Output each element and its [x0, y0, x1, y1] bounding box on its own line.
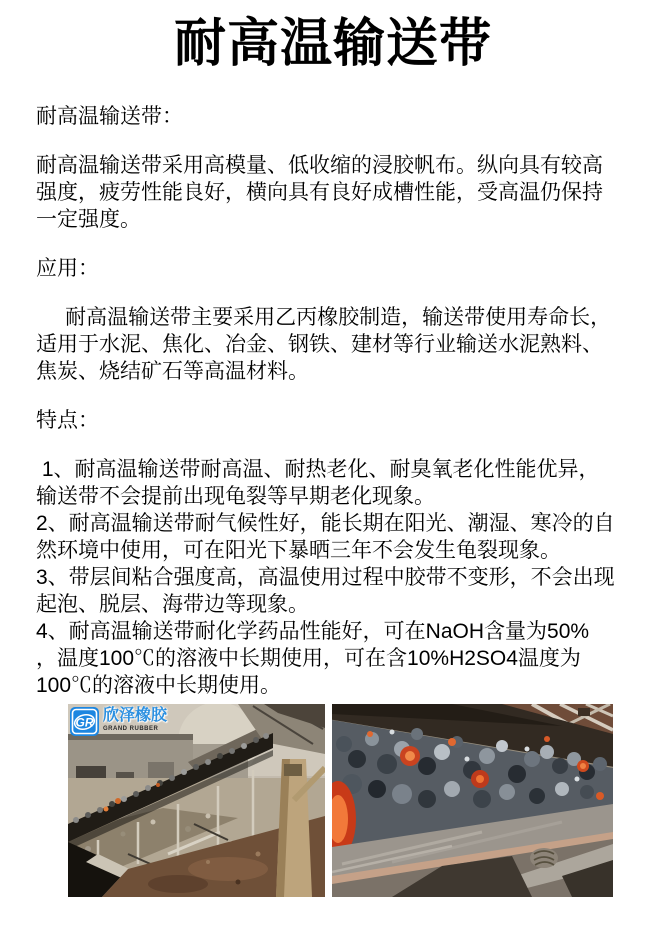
- features-label: [36, 407, 630, 434]
- product-page: [0, 10, 666, 940]
- text-line: 应用：: [36, 257, 99, 280]
- logo-monogram-text: GR: [75, 715, 94, 730]
- page-title: 耐高温输送带: [173, 15, 492, 73]
- feature-item-3: [36, 564, 630, 618]
- application-label: [36, 255, 630, 282]
- photo-conveyor-site: [68, 704, 325, 897]
- text-line: 100℃的溶液中长期使用。: [36, 674, 282, 697]
- logo-company-name-en: GRAND RUBBER: [103, 726, 159, 732]
- application-para: [36, 304, 630, 385]
- text-line: 1、耐高温输送带耐高温、耐热老化、耐臭氧老化性能优异，: [36, 458, 600, 481]
- brand-logo: [70, 707, 167, 736]
- text-line: 耐高温输送带采用高模量、低收缩的浸胶帆布。纵向具有较高: [36, 154, 603, 177]
- intro-label: [36, 103, 630, 130]
- text-line: 焦炭、烧结矿石等高温材料。: [36, 360, 309, 383]
- hot-sinter-illustration: [332, 704, 613, 897]
- text-line: 输送带不会提前出现龟裂等早期老化现象。: [36, 485, 435, 508]
- text-line: ，温度100℃的溶液中长期使用，可在含10%H2SO4温度为: [36, 647, 581, 670]
- text-line: 强度，疲劳性能良好，横向具有良好成槽性能，受高温仍保持: [36, 181, 603, 204]
- text-line: 耐高温输送带：: [36, 105, 183, 128]
- text-line: 2、耐高温输送带耐气候性好，能长期在阳光、潮湿、寒冷的自: [36, 512, 615, 535]
- text-line: 适用于水泥、焦化、冶金、钢铁、建材等行业输送水泥熟料、: [36, 333, 603, 356]
- photo-row: [0, 704, 666, 897]
- logo-text: [103, 707, 167, 733]
- logo-gr-mark: [70, 707, 99, 736]
- feature-item-1: [36, 456, 630, 510]
- body-text: [0, 103, 666, 699]
- text-line: 一定强度。: [36, 208, 141, 231]
- text-line: 3、带层间粘合强度高，高温使用过程中胶带不变形，不会出现: [36, 566, 615, 589]
- logo-company-name-cn: 欣泽橡胶: [103, 707, 168, 724]
- text-line: 然环境中使用，可在阳光下暴晒三年不会发生龟裂现象。: [36, 539, 561, 562]
- photo-hot-sinter-belt: [332, 704, 613, 897]
- text-line: 起泡、脱层、海带边等现象。: [36, 593, 309, 616]
- text-line: 特点：: [36, 409, 99, 432]
- text-line: 4、耐高温输送带耐化学药品性能好，可在NaOH含量为50%: [36, 620, 590, 643]
- text-line: 耐高温输送带主要采用乙丙橡胶制造，输送带使用寿命长，: [36, 306, 612, 329]
- feature-item-2: [36, 510, 630, 564]
- intro-para: [36, 152, 630, 233]
- feature-item-4: [36, 618, 630, 699]
